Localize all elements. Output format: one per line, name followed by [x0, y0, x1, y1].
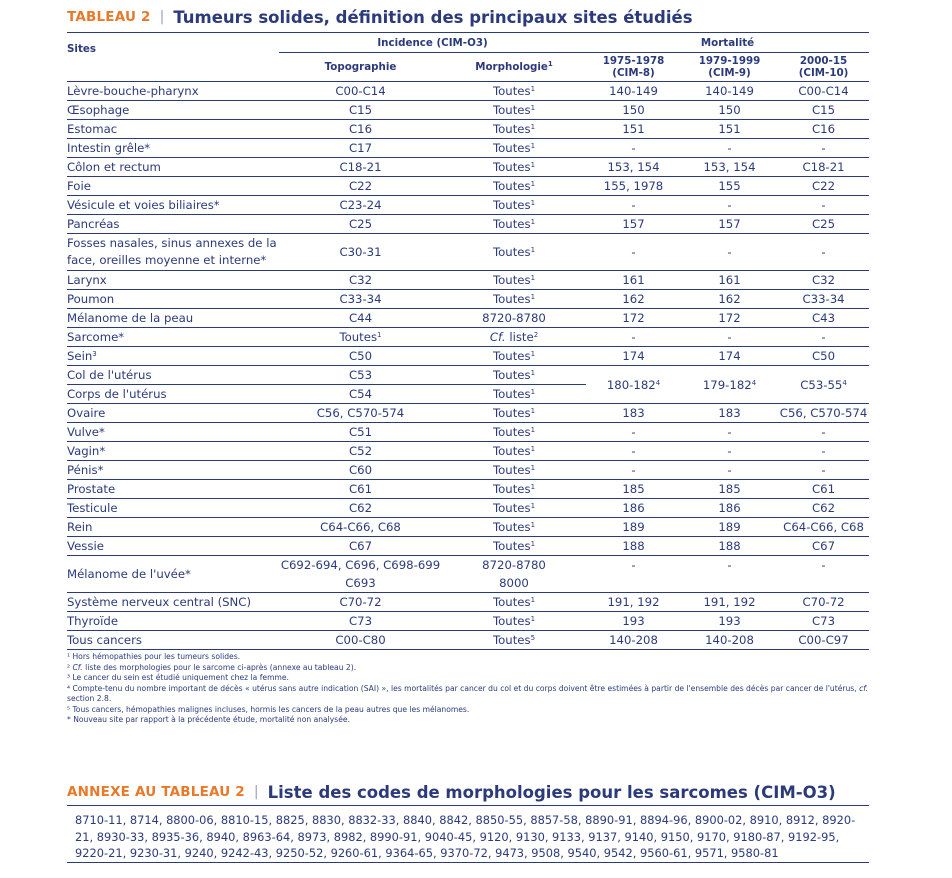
- table-row: [67, 480, 869, 499]
- mortalite-cell: C73: [778, 612, 869, 631]
- mortalite-cell: -: [631, 558, 636, 572]
- morphologie-cell: 8000: [442, 574, 586, 593]
- morphologie-cell: Cf. liste$^2$: [442, 328, 586, 347]
- mortalite-cell: $179-182^4$: [681, 366, 778, 404]
- topographie-cell: C54: [279, 385, 442, 404]
- header-row-1: [67, 33, 869, 53]
- sites-table: [67, 32, 869, 650]
- mortalite-cell: -: [778, 442, 869, 461]
- site-cell: Testicule: [67, 499, 279, 518]
- mortalite-cell: C64-C66, C68: [778, 518, 869, 537]
- morphologie-cell: Toutes$^1$: [442, 461, 586, 480]
- topographie-cell: C32: [279, 271, 442, 290]
- morphologie-cell: Toutes$^1$: [442, 139, 586, 158]
- site-cell: Sein$^3$: [67, 347, 279, 366]
- mortalite-cell: C67: [778, 537, 869, 556]
- topographie-cell: C17: [279, 139, 442, 158]
- site-cell: Thyroïde: [67, 612, 279, 631]
- mortalite-cell: -: [778, 234, 869, 271]
- topographie-cell: C693: [279, 574, 442, 593]
- morphologie-cell: Toutes$^1$: [442, 442, 586, 461]
- table-row: [67, 631, 869, 650]
- morphologie-cell: 8720-8780: [482, 558, 546, 572]
- morphologie-cell: Toutes$^1$: [442, 234, 586, 271]
- mortalite-cell: 157: [681, 215, 778, 234]
- annex-codes: 8710-11, 8714, 8800-06, 8810-15, 8825, 8830, 8832-33, 8840, 8842, 8850-55, 8857-58, 8890-91, 8894-96, 8900-02, 8910, 8912, 8920-21, 8930-33, 8935-36, 8940, 8963-64, 8973, 8982, 8990-91, 9040-45, 9120, 9130, 9133, 9137, 9140, 9150, 9170, 9180-87, 9192-95, 9220-21, 9230-31, 9240, 9242-43, 9250-52, 9260-61, 9364-65, 9370-72, 9473, 9508, 9540, 9542, 9560-61, 9571, 9580-81: [67, 805, 869, 863]
- mortalite-cell: 155: [681, 177, 778, 196]
- mortalite-cell: $180-182^4$: [586, 366, 681, 404]
- table-row: [67, 139, 869, 158]
- site-cell: Estomac: [67, 120, 279, 139]
- table-row: [67, 158, 869, 177]
- mortalite-cell: -: [778, 461, 869, 480]
- mortalite-cell: 151: [586, 120, 681, 139]
- mortalite-cell-empty: [586, 574, 681, 593]
- site-cell: Sarcome*: [67, 328, 279, 347]
- morphologie-cell: Toutes$^1$: [442, 518, 586, 537]
- topographie-cell: C33-34: [279, 290, 442, 309]
- site-cell: Vésicule et voies biliaires*: [67, 196, 279, 215]
- table-row: [67, 518, 869, 537]
- mortalite-cell: 191, 192: [586, 593, 681, 612]
- mortalite-cell-empty: [681, 574, 778, 593]
- mortalite-cell: 186: [586, 499, 681, 518]
- mortalite-cell: -: [778, 196, 869, 215]
- mortalite-cell: -: [586, 461, 681, 480]
- topographie-cell: C00-C80: [279, 631, 442, 650]
- footnote-4: ⁴ Compte-tenu du nombre important de décès « utérus sans autre indication (SAI) », les mortalités par cancer du col et du corps doivent être estimées à partir de l'ensemble des décès par cancer de l'utérus, cf. section 2.8.: [67, 683, 869, 703]
- title-separator: |: [159, 9, 165, 25]
- mortalite-cell: C70-72: [778, 593, 869, 612]
- morphologie-cell: Toutes$^1$: [442, 385, 586, 404]
- mortalite-cell: -: [727, 558, 732, 572]
- morphologie-cell: Toutes$^1$: [442, 290, 586, 309]
- mortalite-cell: 188: [681, 537, 778, 556]
- site-cell: Col de l'utérus: [67, 366, 279, 385]
- footnote-2: ² Cf. liste des morphologies pour le sarcome ci-après (annexe au tableau 2).: [67, 662, 357, 672]
- table-row: [67, 101, 869, 120]
- topographie-cell: C51: [279, 423, 442, 442]
- morphologie-cell: Toutes$^1$: [442, 271, 586, 290]
- table-row: [67, 196, 869, 215]
- mortalite-cell: 183: [681, 404, 778, 423]
- table-row: [67, 499, 869, 518]
- mortalite-cell: C15: [778, 101, 869, 120]
- topographie-cell: C62: [279, 499, 442, 518]
- period-1975-header: 1975-1978 (CIM-8): [586, 53, 681, 82]
- mortalite-header: Mortalité: [586, 33, 869, 53]
- annex-label: ANNEXE AU TABLEAU 2: [67, 784, 245, 800]
- mortalite-cell: -: [586, 442, 681, 461]
- table-row: [67, 215, 869, 234]
- topographie-cell: C25: [279, 215, 442, 234]
- mortalite-cell: -: [681, 442, 778, 461]
- mortalite-cell: 189: [681, 518, 778, 537]
- table-title: [67, 6, 869, 28]
- table-row: [67, 120, 869, 139]
- mortalite-cell: 189: [586, 518, 681, 537]
- mortalite-cell: 174: [586, 347, 681, 366]
- morphologie-cell: Toutes$^1$: [442, 158, 586, 177]
- mortalite-cell: C16: [778, 120, 869, 139]
- topographie-cell: C44: [279, 309, 442, 328]
- site-cell: Système nerveux central (SNC): [67, 593, 279, 612]
- topographie-cell: C61: [279, 480, 442, 499]
- footnotes: [67, 652, 869, 726]
- table-row: [67, 290, 869, 309]
- topographie-cell: C70-72: [279, 593, 442, 612]
- site-cell: Vagin*: [67, 442, 279, 461]
- morphologie-cell: Toutes$^1$: [442, 537, 586, 556]
- table-row: [67, 423, 869, 442]
- morphologie-cell: Toutes$^1$: [442, 120, 586, 139]
- table-label: TABLEAU 2: [67, 9, 151, 25]
- mortalite-cell: 183: [586, 404, 681, 423]
- footnote-1: ¹ Hors hémopathies pour les tumeurs solides.: [67, 652, 241, 661]
- topographie-cell: C22: [279, 177, 442, 196]
- site-cell: Intestin grêle*: [67, 139, 279, 158]
- morphologie-cell: Toutes$^1$: [442, 215, 586, 234]
- site-cell: Corps de l'utérus: [67, 385, 279, 404]
- topographie-cell: C73: [279, 612, 442, 631]
- site-cell: Mélanome de la peau: [67, 309, 279, 328]
- mortalite-cell: 191, 192: [681, 593, 778, 612]
- period-2000-header: 2000-15 (CIM-10): [778, 53, 869, 82]
- morphologie-header: Morphologie$^1$: [442, 53, 586, 82]
- footnote-3: ³ Le cancer du sein est étudié uniquement chez la femme.: [67, 673, 289, 682]
- mortalite-cell: 185: [681, 480, 778, 499]
- table-row: [67, 556, 869, 575]
- table-row: [67, 593, 869, 612]
- mortalite-cell: 140-208: [681, 631, 778, 650]
- footnote-5: ⁵ Tous cancers, hémopathies malignes incluses, hormis les cancers de la peau autres que les mélanomes.: [67, 704, 470, 714]
- site-cell: Ovaire: [67, 404, 279, 423]
- mortalite-cell: -: [586, 328, 681, 347]
- mortalite-cell: -: [681, 139, 778, 158]
- annex-heading: Liste des codes de morphologies pour les sarcomes (CIM-O3): [267, 782, 836, 802]
- morphologie-cell: Toutes$^1$: [442, 423, 586, 442]
- mortalite-cell-empty: [778, 574, 869, 593]
- site-cell: Pancréas: [67, 215, 279, 234]
- annex-separator: |: [253, 784, 259, 800]
- morphologie-cell: Toutes$^1$: [442, 347, 586, 366]
- site-cell: Lèvre-bouche-pharynx: [67, 82, 279, 101]
- morphologie-cell: Toutes$^1$: [442, 177, 586, 196]
- table-row: [67, 537, 869, 556]
- morphologie-cell: Toutes$^1$: [442, 593, 586, 612]
- period-1979-header: 1979-1999 (CIM-9): [681, 53, 778, 82]
- mortalite-cell: -: [778, 139, 869, 158]
- mortalite-cell: 172: [586, 309, 681, 328]
- mortalite-cell: 150: [586, 101, 681, 120]
- mortalite-cell: C00-C14: [778, 82, 869, 101]
- topographie-cell: C60: [279, 461, 442, 480]
- topographie-cell: C56, C570-574: [279, 404, 442, 423]
- mortalite-cell: 140-149: [586, 82, 681, 101]
- morphologie-cell: Toutes$^1$: [442, 499, 586, 518]
- mortalite-cell: C25: [778, 215, 869, 234]
- mortalite-cell: 155, 1978: [586, 177, 681, 196]
- table-row: [67, 347, 869, 366]
- mortalite-cell: -: [586, 234, 681, 271]
- site-cell: Poumon: [67, 290, 279, 309]
- table-heading: Tumeurs solides, définition des principaux sites étudiés: [173, 7, 693, 27]
- site-cell: Côlon et rectum: [67, 158, 279, 177]
- mortalite-cell: C32: [778, 271, 869, 290]
- table-row: [67, 271, 869, 290]
- mortalite-cell: 162: [681, 290, 778, 309]
- sites-header: Sites: [67, 33, 279, 82]
- topographie-cell: C692-694, C696, C698-699: [280, 558, 441, 572]
- morphologie-cell: Toutes$^1$: [442, 612, 586, 631]
- mortalite-cell: -: [821, 558, 826, 572]
- mortalite-cell: C18-21: [778, 158, 869, 177]
- mortalite-cell: 193: [681, 612, 778, 631]
- mortalite-cell: -: [681, 328, 778, 347]
- mortalite-cell: 193: [586, 612, 681, 631]
- mortalite-cell: C50: [778, 347, 869, 366]
- table-row: [67, 309, 869, 328]
- mortalite-cell: 162: [586, 290, 681, 309]
- table-row: [67, 177, 869, 196]
- topographie-cell: C30-31: [279, 234, 442, 271]
- mortalite-cell: $C53-55^4$: [778, 366, 869, 404]
- morphologie-cell: Toutes$^1$: [442, 366, 586, 385]
- mortalite-cell: 140-149: [681, 82, 778, 101]
- mortalite-cell: 150: [681, 101, 778, 120]
- mortalite-cell: C43: [778, 309, 869, 328]
- mortalite-cell: C56, C570-574: [778, 404, 869, 423]
- topographie-cell: C16: [279, 120, 442, 139]
- topographie-header: Topographie: [279, 53, 442, 82]
- site-cell: Foie: [67, 177, 279, 196]
- topographie-cell: C23-24: [279, 196, 442, 215]
- mortalite-cell: -: [681, 196, 778, 215]
- morphologie-cell: Toutes$^1$: [442, 196, 586, 215]
- site-cell: Vessie: [67, 537, 279, 556]
- mortalite-cell: 151: [681, 120, 778, 139]
- table-row: [67, 234, 869, 271]
- mortalite-cell: -: [586, 139, 681, 158]
- table-row: [67, 328, 869, 347]
- mortalite-cell: 153, 154: [586, 158, 681, 177]
- mortalite-cell: 174: [681, 347, 778, 366]
- mortalite-cell: -: [778, 328, 869, 347]
- mortalite-cell: C62: [778, 499, 869, 518]
- mortalite-cell: 153, 154: [681, 158, 778, 177]
- morphologie-cell: Toutes$^1$: [442, 82, 586, 101]
- morphologie-cell: Toutes$^1$: [442, 101, 586, 120]
- mortalite-cell: 157: [586, 215, 681, 234]
- mortalite-cell: -: [681, 234, 778, 271]
- footnote-6: * Nouveau site par rapport à la précédente étude, mortalité non analysée.: [67, 715, 351, 724]
- morphologie-cell: 8720-8780: [442, 309, 586, 328]
- mortalite-cell: C33-34: [778, 290, 869, 309]
- mortalite-cell: 140-208: [586, 631, 681, 650]
- topographie-cell: C00-C14: [279, 82, 442, 101]
- site-cell: Rein: [67, 518, 279, 537]
- site-cell: Fosses nasales, sinus annexes de la face, oreilles moyenne et interne*: [67, 234, 279, 271]
- topographie-cell: C50: [279, 347, 442, 366]
- site-cell: Vulve*: [67, 423, 279, 442]
- morphologie-cell: Toutes$^5$: [442, 631, 586, 650]
- mortalite-cell: -: [778, 423, 869, 442]
- mortalite-cell: -: [586, 423, 681, 442]
- mortalite-cell: C61: [778, 480, 869, 499]
- morphologie-cell: Toutes$^1$: [442, 404, 586, 423]
- mortalite-cell: -: [586, 196, 681, 215]
- annex-title: [67, 781, 869, 803]
- table-row: [67, 366, 869, 385]
- mortalite-cell: 161: [681, 271, 778, 290]
- mortalite-cell: 161: [586, 271, 681, 290]
- mortalite-cell: -: [681, 461, 778, 480]
- table-row: [67, 82, 869, 101]
- topographie-cell: C67: [279, 537, 442, 556]
- site-cell: Mélanome de l'uvée*: [67, 556, 279, 593]
- topographie-cell: Toutes$^1$: [279, 328, 442, 347]
- topographie-cell: C64-C66, C68: [279, 518, 442, 537]
- morphologie-cell: Toutes$^1$: [442, 480, 586, 499]
- mortalite-cell: 172: [681, 309, 778, 328]
- mortalite-cell: C22: [778, 177, 869, 196]
- site-cell: Œsophage: [67, 101, 279, 120]
- site-cell: Pénis*: [67, 461, 279, 480]
- topographie-cell: C52: [279, 442, 442, 461]
- mortalite-cell: -: [681, 423, 778, 442]
- table-body: [67, 82, 869, 650]
- table-row: [67, 442, 869, 461]
- topographie-cell: C18-21: [279, 158, 442, 177]
- mortalite-cell: 188: [586, 537, 681, 556]
- table-row: [67, 404, 869, 423]
- topographie-cell: C15: [279, 101, 442, 120]
- incidence-header: Incidence (CIM-O3): [279, 33, 586, 53]
- site-cell: Tous cancers: [67, 631, 279, 650]
- table-row: [67, 461, 869, 480]
- site-cell: Prostate: [67, 480, 279, 499]
- site-cell: Larynx: [67, 271, 279, 290]
- table-row: [67, 612, 869, 631]
- topographie-cell: C53: [279, 366, 442, 385]
- mortalite-cell: 185: [586, 480, 681, 499]
- mortalite-cell: C00-C97: [778, 631, 869, 650]
- mortalite-cell: 186: [681, 499, 778, 518]
